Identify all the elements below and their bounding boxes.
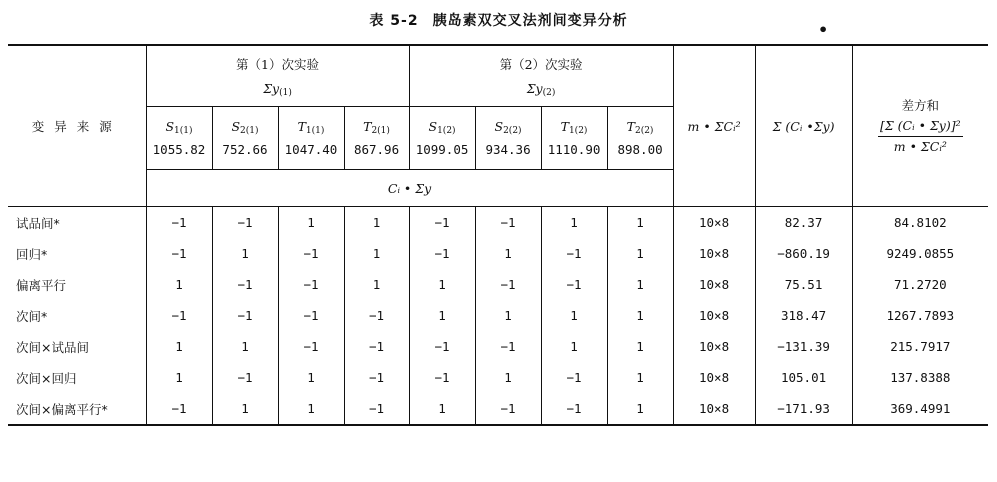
coef-cell: 1 [278,362,344,393]
table-number: 表 5-2 [369,13,419,29]
coef-cell: −1 [409,238,475,269]
diff-cell: 369.4991 [852,393,988,425]
sum-cell: 75.51 [755,269,852,300]
subcol-header: $T_{1(1)}$ 1047.40 [278,107,344,170]
sum-cell: 105.01 [755,362,852,393]
coef-cell: 1 [607,393,673,425]
coef-cell: −1 [409,362,475,393]
subcol-header: $S_{2(1)}$ 752.66 [212,107,278,170]
m-cell: 10×8 [673,238,755,269]
group1-header [146,45,409,107]
table-row [8,238,988,269]
table-row [8,269,988,300]
table-title [0,10,997,30]
sum-c-y-header: Σ (Cᵢ •Σy) [755,45,852,207]
coef-cell: 1 [212,331,278,362]
diff-cell: 137.8388 [852,362,988,393]
sum-cell: −171.93 [755,393,852,425]
coef-cell: 1 [409,269,475,300]
row-label: 偏离平行 [16,277,67,293]
subcol-header: $T_{2(1)}$ 867.96 [344,107,409,170]
coef-cell: −1 [409,331,475,362]
coef-cell: −1 [344,300,409,331]
diff-title: 差方和 [901,97,940,113]
m-cell: 10×8 [673,393,755,425]
sum-cell: 318.47 [755,300,852,331]
coef-cell: −1 [146,207,212,239]
subcol-header: $S_{1(2)}$ 1099.05 [409,107,475,170]
coef-cell: 1 [278,207,344,239]
coef-cell: −1 [475,207,541,239]
table-row [8,207,988,239]
diff-numerator: [Σ (Cᵢ • Σy)]² [878,116,963,137]
coef-cell: 1 [212,238,278,269]
coef-cell: 1 [278,393,344,425]
group2-label: 第（2）次实验 [499,57,583,72]
table-row [8,300,988,331]
coef-cell: 1 [607,238,673,269]
subcol-total: 1047.40 [284,142,338,157]
row-label: 次间×试品间 [16,339,89,355]
source-header: 变异来源 [8,45,146,207]
subcol-header: $T_{2(2)}$ 898.00 [607,107,673,170]
coef-cell: −1 [278,238,344,269]
m-cell: 10×8 [673,331,755,362]
coef-cell: 1 [146,362,212,393]
coef-cell: 1 [475,362,541,393]
coef-cell: −1 [212,362,278,393]
group2-sum: $\Sigma y_{(2)}$ [526,81,556,98]
m-cell: 10×8 [673,300,755,331]
coef-cell: −1 [409,207,475,239]
coef-cell: −1 [146,300,212,331]
subcol-total: 867.96 [353,142,400,157]
coef-cell: −1 [344,393,409,425]
coef-cell: −1 [146,238,212,269]
coef-cell: 1 [475,238,541,269]
coef-cell: 1 [541,207,607,239]
variance-table [8,44,988,426]
group1-label: 第（1）次实验 [236,57,319,72]
m-cell: 10×8 [673,269,755,300]
row-label: 试品间* [16,215,60,231]
table-row [8,362,988,393]
coef-cell: 1 [607,331,673,362]
subcol-header: $S_{1(1)}$ 1055.82 [146,107,212,170]
coef-cell: −1 [475,331,541,362]
coef-cell: −1 [212,300,278,331]
row-label: 回归* [16,246,48,262]
coef-cell: −1 [475,393,541,425]
coef-cell: −1 [278,300,344,331]
coef-cell: 1 [475,300,541,331]
coef-cell: 1 [541,331,607,362]
coef-cell: −1 [541,362,607,393]
coef-cell: −1 [475,269,541,300]
coef-cell: −1 [344,362,409,393]
m-sum-c-header: m • ΣCᵢ² [673,45,755,207]
sum-cell: −131.39 [755,331,852,362]
coef-cell: 1 [146,331,212,362]
sum-cell: 82.37 [755,207,852,239]
m-cell: 10×8 [673,207,755,239]
coef-cell: −1 [278,269,344,300]
row-label: 次间×偏离平行* [16,401,108,417]
coef-cell: −1 [278,331,344,362]
coef-header: Cᵢ • Σy [146,170,673,207]
coef-cell: 1 [607,300,673,331]
diff-sum-header [852,45,988,207]
diff-cell: 9249.0855 [852,238,988,269]
stray-mark: • [818,20,829,39]
coef-cell: 1 [344,238,409,269]
subcol-header: $S_{2(2)}$ 934.36 [475,107,541,170]
coef-cell: 1 [409,300,475,331]
subcol-total: 898.00 [617,142,663,157]
row-label: 次间* [16,308,48,324]
coef-cell: 1 [409,393,475,425]
group2-header [409,45,673,107]
coef-cell: 1 [607,269,673,300]
coef-cell: −1 [212,269,278,300]
m-cell: 10×8 [673,362,755,393]
diff-cell: 71.2720 [852,269,988,300]
table-row [8,393,988,425]
diff-cell: 215.7917 [852,331,988,362]
subcol-total: 1055.82 [152,142,206,157]
diff-cell: 84.8102 [852,207,988,239]
coef-cell: 1 [607,207,673,239]
coef-cell: 1 [344,207,409,239]
diff-denominator: m • ΣCᵢ² [893,138,947,154]
coef-cell: −1 [541,393,607,425]
coef-cell: −1 [541,269,607,300]
subcol-total: 752.66 [222,142,268,157]
coef-cell: 1 [212,393,278,425]
table-caption: 胰岛素双交叉法剂间变异分析 [432,13,628,29]
subcol-total: 934.36 [485,142,531,157]
subcol-header: $T_{1(2)}$ 1110.90 [541,107,607,170]
row-label: 次间×回归 [16,370,77,386]
coef-cell: −1 [212,207,278,239]
coef-cell: −1 [146,393,212,425]
subcol-total: 1099.05 [415,142,469,157]
coef-cell: −1 [344,331,409,362]
coef-cell: 1 [344,269,409,300]
sum-cell: −860.19 [755,238,852,269]
group1-sum: $\Sigma y_{(1)}$ [263,81,292,98]
table-row [8,331,988,362]
coef-cell: 1 [607,362,673,393]
coef-cell: 1 [146,269,212,300]
coef-cell: 1 [541,300,607,331]
diff-cell: 1267.7893 [852,300,988,331]
coef-cell: −1 [541,238,607,269]
subcol-total: 1110.90 [547,142,601,157]
